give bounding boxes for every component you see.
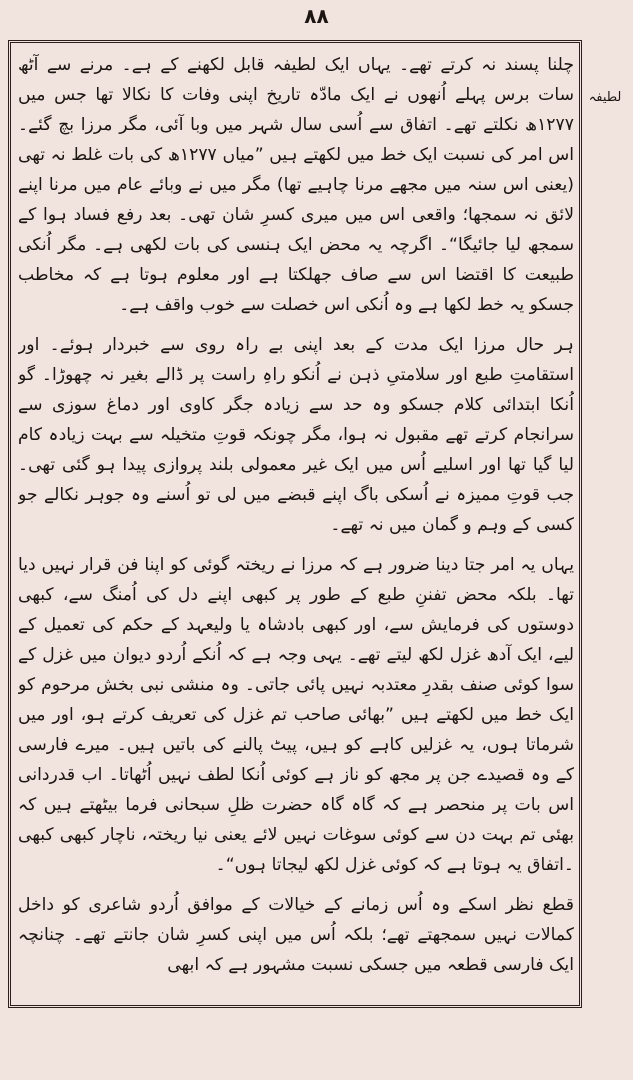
paragraph-3: یہاں یہ امر جتا دینا ضرور ہے کہ مرزا نے ریختہ گوئی کو اپنا فن قرار نہیں دیا تھا۔ بلکہ محض تفننِ طبع کے طور پر کبھی اپنے دل کی اُمنگ سے، کبھی دوستوں کی فرمایش سے، اور کبھی بادشاہ یا ولیعہد کے حکم کی تعمیل کے لیے، ایک آدھ غزل لکھ لیتے تھے۔ یہی وجہ ہے کہ اُنکے اُردو دیوان میں غزل کے سوا کوئی صنف بقدرِ معتدبہ نہیں پائی جاتی۔ وہ منشی نبی بخش مرحوم کو ایک خط میں لکھتے ہیں ”بھائی صاحب تم غزل کی تعریف کرتے ہو، اور میں شرماتا ہوں، یہ غزلیں کاہے کو ہیں، پیٹ پالنے کی باتیں ہیں۔ میرے فارسی کے وہ قصیدے جن پر مجھ کو ناز ہے کوئی اُنکا لطف نہیں اُٹھاتا۔ اب قدردانی اس بات پر منحصر ہے کہ گاہ گاہ حضرت ظلِ سبحانی فرما بیٹھتے ہیں کہ بھئی تم بہت دن سے کوئی سوغات نہیں لائے یعنی نیا ریختہ، ناچار کبھی کبھی ۔اتفاق یہ ہوتا ہے کہ کوئی غزل لکھ لیجاتا ہوں“۔ [18,555,574,875]
page-number: ۸۸ [304,4,329,28]
body-text [18,50,574,1000]
paragraph-2: ہر حال مرزا ایک مدت کے بعد اپنی بے راہ روی سے خبردار ہوئے۔ اور استقامتِ طبع اور سلامتیِ ذہن نے اُنکو راہِ راست پر ڈالے بغیر نہ چھوڑا۔ گو اُنکا ابتدائی کلام جسکو وہ حد سے زیادہ جگر کاوی اور دماغ سوزی سے سرانجام کرتے تھے مقبول نہ ہوا، مگر چونکہ قوتِ متخیلہ سے بہت زیادہ کام لیا گیا تھا اور اسلیے اُس میں ایک غیر معمولی بلند پروازی پیدا ہو گئی تھی۔ جب قوتِ ممیزہ نے اُسکی باگ اپنے قبضے میں لی تو اُسنے وہ جوہر نکالے جو کسی کے وہم و گمان میں نہ تھے۔ [18,335,574,535]
paragraph-1: چلنا پسند نہ کرتے تھے۔ یہاں ایک لطیفہ قابل لکھنے کے ہے۔ مرنے سے آٹھ سات برس پہلے اُنھوں نے ایک مادّہ تاریخ اپنی وفات کا نکالا تھا جس میں ۱۲۷۷ھ نکلتے تھے۔ اتفاق سے اُسی سال شہر میں وبا آئی، مگر مرزا بچ گئے۔ اس امر کی نسبت ایک خط میں لکھتے ہیں ”میاں ۱۲۷۷ھ کی بات غلط نہ تھی (یعنی اس سنہ میں مجھے مرنا چاہیے تھا) مگر میں نے وبائے عام میں مرنا اپنے لائق نہ سمجھا؛ واقعی اس میں میری کسرِ شان تھی۔ بعد رفع فساد ہوا کے سمجھ لیا جائیگا“۔ اگرچہ یہ محض ایک ہنسی کی بات لکھی ہے۔ مگر اُنکی طبیعت کا اقتضا اس سے صاف جھلکتا ہے اور معلوم ہوتا ہے کہ مخاطب جسکو یہ خط لکھا ہے وہ اُنکی اس خصلت سے خوب واقف ہے۔ [18,55,574,315]
margin-note: لطیفہ [588,90,622,105]
paragraph-4: قطع نظر اسکے وہ اُس زمانے کے خیالات کے موافق اُردو شاعری کو داخل کمالات نہیں سمجھتے تھے؛ بلکہ اُس میں اپنی کسرِ شان جانتے تھے۔ چنانچہ ایک فارسی قطعہ میں جسکی نسبت مشہور ہے کہ ابھی [18,895,574,975]
